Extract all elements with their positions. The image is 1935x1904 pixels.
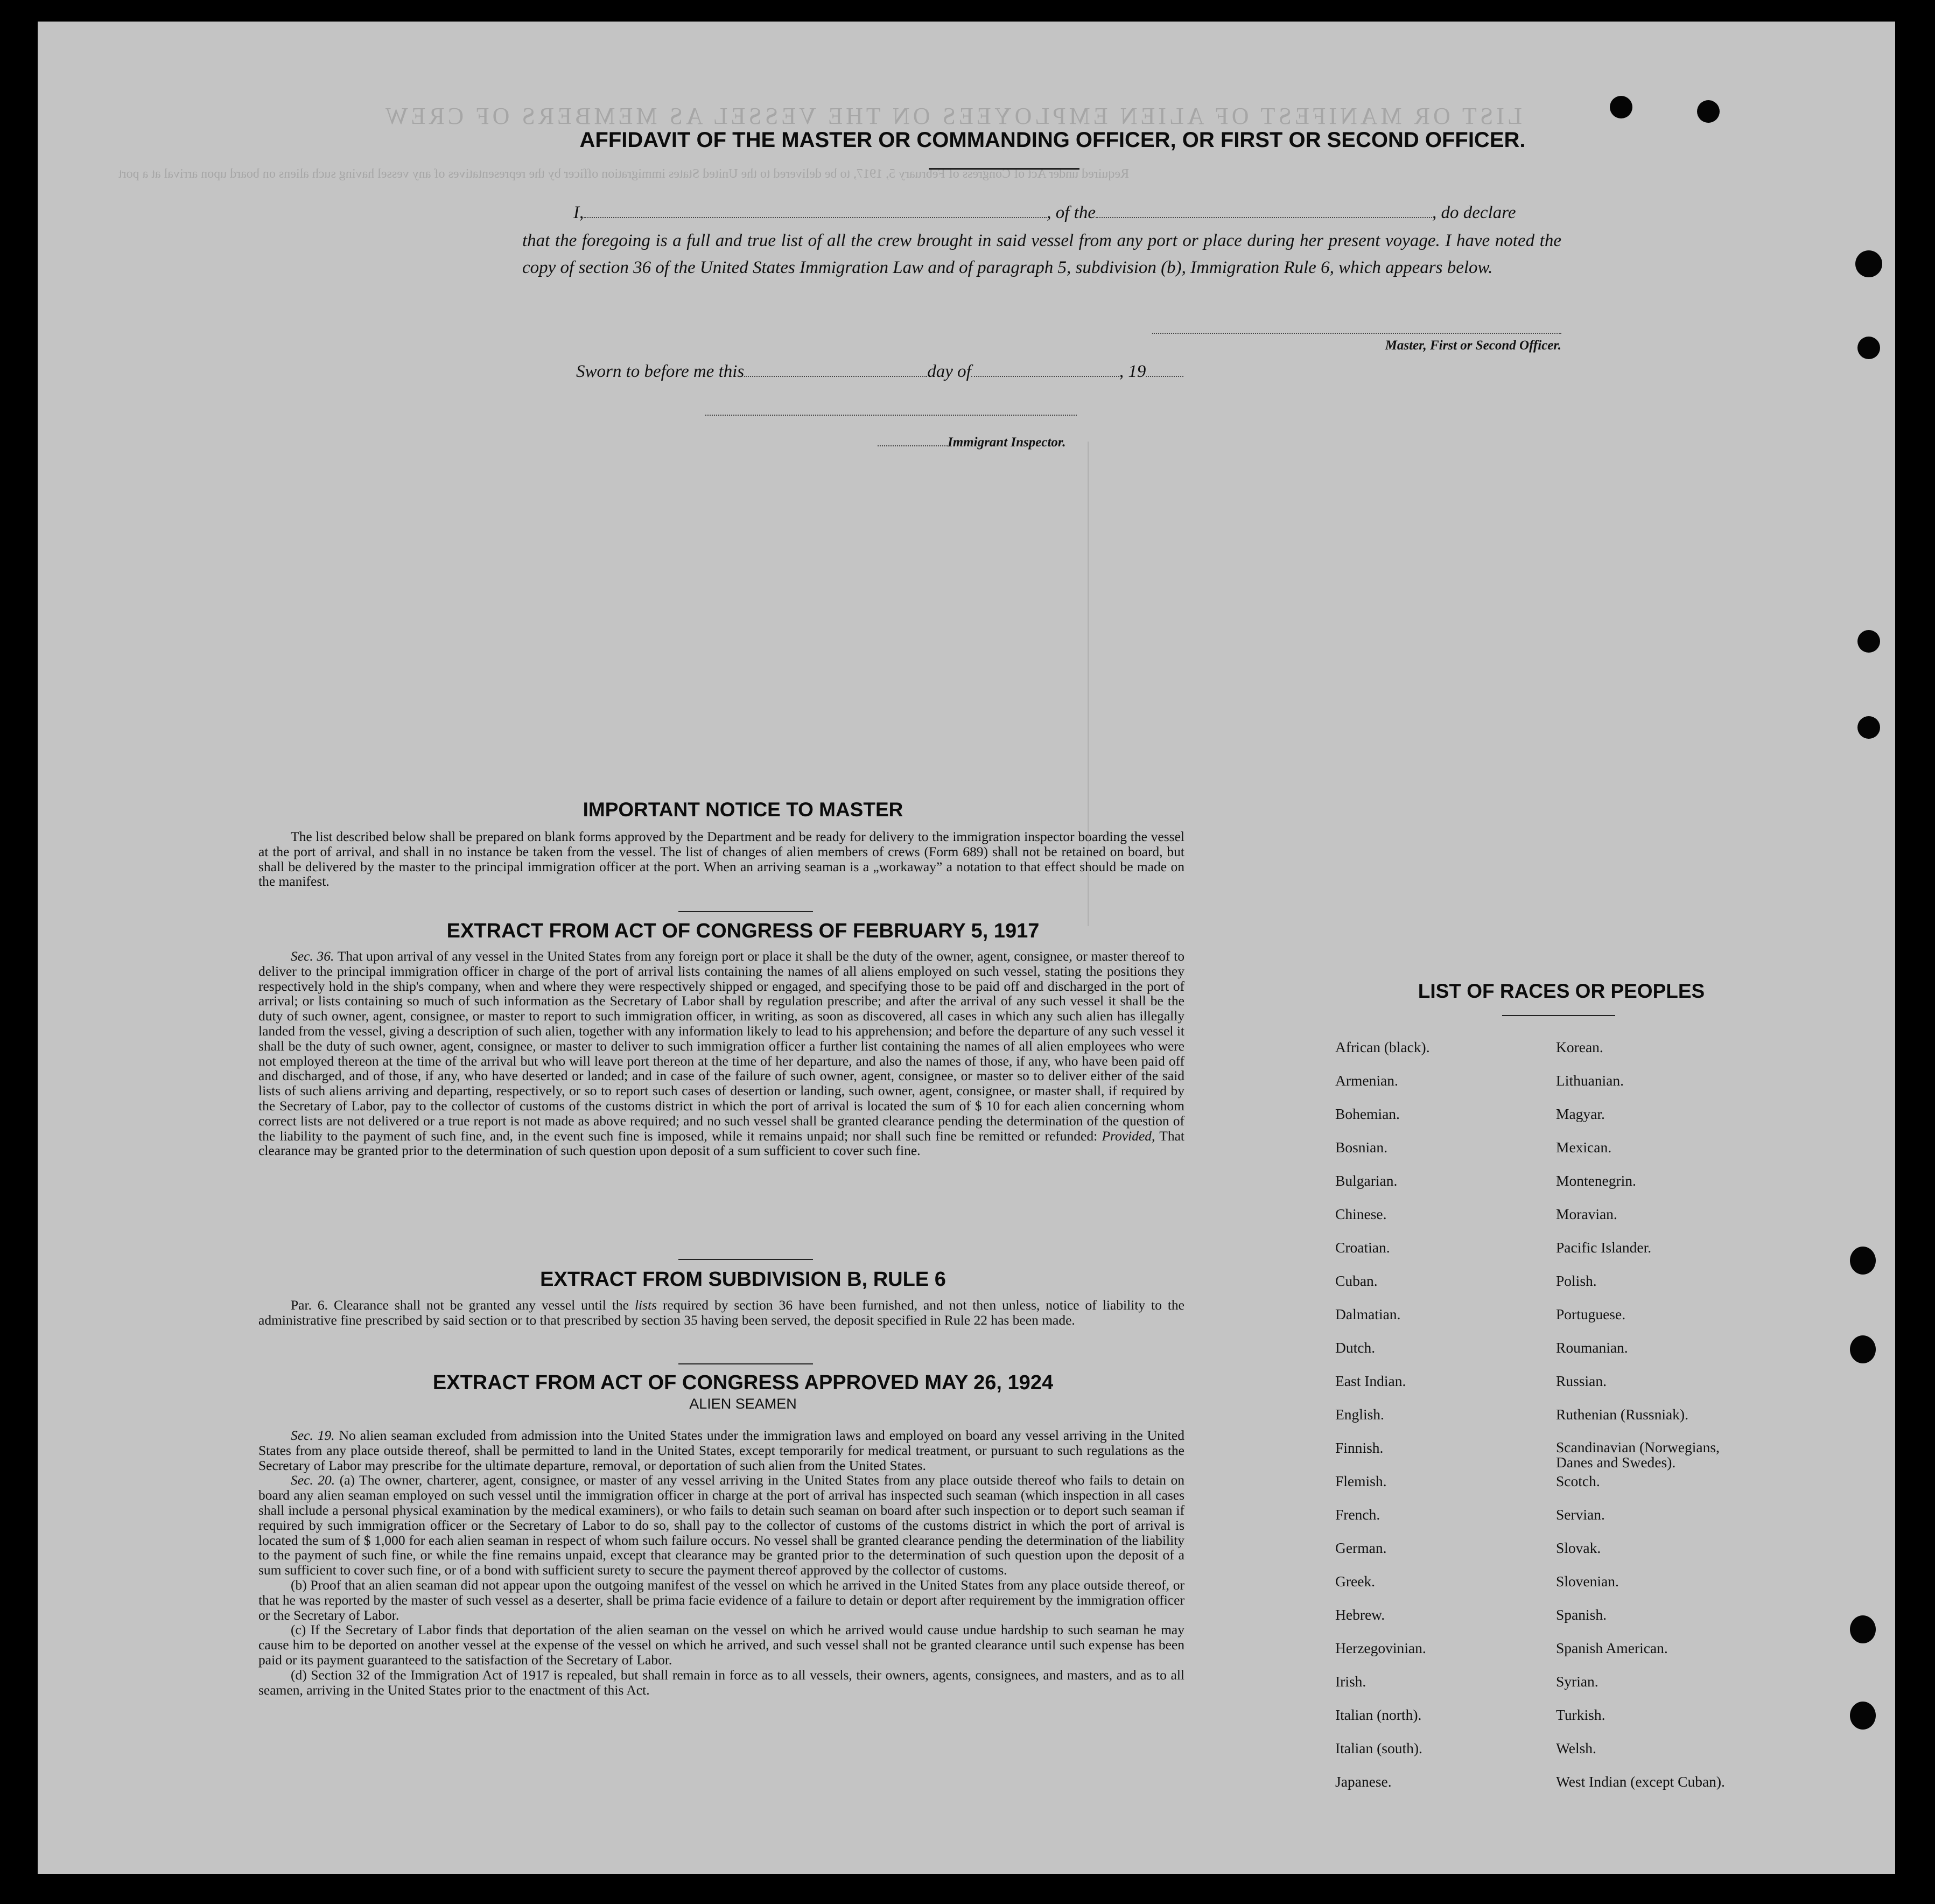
race-item-left: Japanese. [1335, 1773, 1392, 1790]
document-page [38, 22, 1895, 1874]
extract-1917-title: EXTRACT FROM ACT OF CONGRESS OF FEBRUARY 5, 1917 [446, 920, 1040, 942]
race-item-left: Cuban. [1335, 1272, 1378, 1289]
extract-1917-paragraph [258, 949, 1184, 1158]
races-title: LIST OF RACES OR PEOPLES [1418, 980, 1705, 1002]
punch-hole [1857, 630, 1880, 653]
extract-rule6-lists-label: lists [634, 1297, 657, 1313]
notice-title: IMPORTANT NOTICE TO MASTER [583, 799, 903, 821]
extract-rule6-title: EXTRACT FROM SUBDIVISION B, RULE 6 [540, 1268, 946, 1291]
extract-1917-provided-label: Provided, [1102, 1128, 1155, 1144]
extract-1924-sec20-text: (a) The owner, charterer, agent, consignee, or master of any vessel arriving in the United States from any place outside thereof who fails to detain on board any alien seaman employed on such vessel until the immigration officer in charge at the port of arrival has inspected such seaman (which inspection in all cases shall include a personal physical examination by the medical examiners), or who fails to detain such seaman on board after such inspection or to deport such seaman if required by such immigration officer or the Secretary of Labor to do so, shall pay to the collector of customs of the customs district in which the port of arrival is located the sum of $ 1,000 for each alien seaman in respect of whom such failure occurs. No vessel shall be granted clearance pending the determination of the liability to the payment of such fine, or while the fine remains unpaid, except that clearance may be granted prior to the determination of such question upon the deposit of a sum sufficient to cover such fine, or of a bond with sufficient surety to secure the payment thereof approved by the collector of customs. [258, 1472, 1185, 1578]
extract-1924-title: EXTRACT FROM ACT OF CONGRESS APPROVED MAY 26, 1924 [432, 1371, 1054, 1394]
race-item-left: Bosnian. [1335, 1139, 1388, 1156]
inspector-label: Immigrant Inspector. [948, 435, 1066, 450]
extract-1917-body [258, 949, 1184, 1158]
extract-1924-body [258, 1428, 1184, 1697]
punch-hole [1850, 1247, 1876, 1275]
race-item-left: African (black). [1335, 1039, 1430, 1055]
race-item-right: Scandinavian (Norwegians, Danes and Swedes). [1556, 1439, 1720, 1471]
race-item-left: French. [1335, 1506, 1380, 1523]
punch-hole [1850, 1702, 1876, 1730]
affidavit-of-the-label: , of the [1047, 203, 1096, 222]
extract-rule6-text-b: required by section 36 have been furnished, and not then unless, notice of liability to the administrative fine prescribed by said section or to that prescribed by section 35 having been served, the deposit specified in Rule 22 has been made. [258, 1297, 1184, 1328]
affidavit-vessel-field[interactable] [1096, 217, 1432, 218]
extract-1917-rule [678, 1259, 813, 1260]
punch-hole [1610, 96, 1632, 118]
race-item-right: Russian. [1556, 1373, 1607, 1389]
punch-hole [1857, 716, 1880, 739]
race-item-right: Welsh. [1556, 1740, 1596, 1756]
race-item-right: Pacific Islander. [1556, 1239, 1652, 1256]
race-item-left: Croatian. [1335, 1239, 1390, 1256]
inspector-signature-field[interactable] [705, 415, 1077, 416]
extract-1924-sec19-label: Sec. 19. [291, 1427, 335, 1443]
extract-rule6-paragraph [258, 1298, 1184, 1328]
signature-label: Master, First or Second Officer. [1385, 338, 1561, 353]
race-item-left: Italian (north). [1335, 1706, 1422, 1723]
race-item-left: Greek. [1335, 1573, 1376, 1590]
sworn-day-field[interactable] [744, 376, 927, 377]
race-item-left: Flemish. [1335, 1473, 1387, 1489]
race-item-left: East Indian. [1335, 1373, 1406, 1389]
affidavit-name-field[interactable] [584, 217, 1047, 218]
sworn-year-label: , 19 [1119, 362, 1146, 381]
inspector-name-field[interactable] [878, 445, 948, 446]
race-item-right: Polish. [1556, 1272, 1597, 1289]
punch-hole [1850, 1335, 1876, 1363]
extract-1917-text-a: That upon arrival of any vessel in the United States from any foreign port or place it shall be the duty of the owner, agent, consignee, or master thereof to deliver to the principal immigration officer in charge of the port of arrival lists containing the names of all aliens employed on such vessel, stating the positions they respectively hold in the ship's company, when and where they were respectively shipped or engaged, and specifying those to be paid off and discharged in the port of arrival; or lists containing so much of such information as the Secretary of Labor shall by regulation prescribe; and after the arrival of any such vessel it shall be the duty of such owner, agent, consignee, or master to report to such immigration officer, in writing, as soon as discovered, all cases in which any such alien has illegally landed from the vessel, giving a description of such alien, together with any information likely to lead to his apprehension; and before the departure of any such vessel it shall be the duty of such owner, agent, consignee, or master to deliver to such immigration officer a further list containing the names of all alien employees who were not employed thereon at the time of the arrival but who will leave port thereon at the time of her departure, and also the names of those, if any, who have been paid off and discharged, and of those, if any, who have deserted or landed; and in case of the failure of such owner, agent, consignee, or master so to deliver either of the said lists of such aliens arriving and departing, respectively, or so to report such cases of desertion or landing, such owner, agent, consignee, or master shall, if required by the Secretary of Labor, pay to the collector of customs of the customs district in which the port of arrival is located the sum of $ 10 for each alien concerning whom correct lists are not delivered or a true report is not made as above required; and no such vessel shall be granted clearance pending the determination of the question of the liability to the payment of such fine, and, in the event such fine is imposed, while it remains unpaid; nor shall such fine be remitted or refunded: [258, 948, 1185, 1144]
notice-body [258, 829, 1184, 889]
punch-hole [1850, 1615, 1876, 1643]
affidavit-i-label: I, [573, 203, 584, 222]
race-item-right: West Indian (except Cuban). [1556, 1773, 1725, 1790]
sworn-year-field[interactable] [1146, 376, 1183, 377]
race-item-right: Scotch. [1556, 1473, 1600, 1489]
affidavit-title-rule [929, 168, 1079, 170]
race-item-left: Finnish. [1335, 1439, 1384, 1456]
punch-hole [1857, 337, 1880, 359]
sworn-line [522, 358, 1561, 385]
race-item-right: Syrian. [1556, 1673, 1599, 1690]
race-item-right: Roumanian. [1556, 1339, 1628, 1356]
race-item-left: Herzegovinian. [1335, 1640, 1426, 1656]
extract-1924-para-d: (d) Section 32 of the Immigration Act of 1917 is repealed, but shall remain in force as to all vessels, their owners, agents, consignees, and masters, and as to all seamen, arriving in the United States prior to the enactment of this Act. [258, 1667, 1184, 1698]
affidavit-statement: that the foregoing is a full and true list of all the crew brought in said vessel from any port or place during her present voyage. I have noted the copy of section 36 of the United States Immigration Law and of paragraph 5, subdivision (b), Immigration Rule 6, which appears below. [522, 231, 1561, 277]
race-item-left: Dutch. [1335, 1339, 1376, 1356]
extract-rule6-body [258, 1298, 1184, 1328]
affidavit-do-declare-label: , do declare [1432, 203, 1516, 222]
race-item-right: Turkish. [1556, 1706, 1606, 1723]
extract-1924-para-b: (b) Proof that an alien seaman did not appear upon the outgoing manifest of the vessel on which he arrived in the United States from any place outside thereof, or that he was reported by the master of such vessel as a deserter, shall be prima facie evidence of a failure to detain or deport after requirement by the immigration officer or the Secretary of Labor. [258, 1577, 1184, 1623]
race-item-right: Magyar. [1556, 1105, 1605, 1122]
race-item-left: Dalmatian. [1335, 1306, 1401, 1322]
extract-rule6-rule [678, 1363, 813, 1364]
bleed-through-heading: LIST OR MANIFEST OF ALIEN EMPLOYEES ON THE VESSEL AS MEMBERS OF CREW [382, 103, 1522, 129]
race-item-right: Spanish American. [1556, 1640, 1668, 1656]
race-item-left: Armenian. [1335, 1072, 1398, 1089]
race-item-right: Korean. [1556, 1039, 1603, 1055]
notice-text: The list described below shall be prepared on blank forms approved by the Department and be ready for delivery to the immigration inspector boarding the vessel at the port of arrival, and shall in no instance be taken from the vessel. The list of changes of alien members of crews (Form 689) shall not be retained on board, but shall be delivered by the master to the principal immigration officer at the port. When an arriving seaman is a „workaway” a notation to that effect should be made on the manifest. [258, 829, 1184, 890]
extract-1917-sec-label: Sec. 36. [291, 948, 334, 964]
extract-1924-subtitle: ALIEN SEAMEN [689, 1396, 797, 1412]
sworn-month-field[interactable] [971, 376, 1119, 377]
race-item-right: Slovak. [1556, 1539, 1601, 1556]
extract-1924-sec19 [258, 1428, 1184, 1473]
race-item-left: Irish. [1335, 1673, 1366, 1690]
extract-1924-sec20 [258, 1473, 1184, 1578]
race-item-left: Bulgarian. [1335, 1172, 1398, 1189]
signature-field[interactable] [1152, 333, 1561, 334]
sworn-prefix: Sworn to before me this [576, 362, 745, 381]
extract-rule6-text-a: Par. 6. Clearance shall not be granted any vessel until the [291, 1297, 629, 1313]
sworn-day-of-label: day of [927, 362, 971, 381]
race-item-right: Mexican. [1556, 1139, 1612, 1156]
race-item-left: Bohemian. [1335, 1105, 1400, 1122]
race-item-left: Italian (south). [1335, 1740, 1422, 1756]
extract-1924-sec19-text: No alien seaman excluded from admission into the United States under the immigration laws and employed on board any vessel arriving in the United States from any place outside thereof, shall be permitted to land in the United States, except temporarily for medical treatment, or pursuant to such regulations as the Secretary of Labor may prescribe for the ultimate departure, removal, or deportation of such alien from the United States. [258, 1427, 1185, 1473]
race-item-right: Spanish. [1556, 1606, 1607, 1623]
extract-1924-para-c: (c) If the Secretary of Labor finds that deportation of the alien seaman on the vessel on which he arrived would cause undue hardship to such seaman he may cause him to be deported on another vessel at the expense of the vessel on which he arrived, and such vessel shall not be granted clearance until such expense has been paid or its payment guaranteed to the satisfaction of the Secretary of Labor. [258, 1622, 1184, 1668]
affidavit-declaration-line [522, 199, 1561, 226]
race-item-right: Lithuanian. [1556, 1072, 1624, 1089]
affidavit-title: AFFIDAVIT OF THE MASTER OR COMMANDING OFFICER, OR FIRST OR SECOND OFFICER. [579, 128, 1526, 152]
extract-1924-sec20-label: Sec. 20. [291, 1472, 335, 1488]
race-item-right: Montenegrin. [1556, 1172, 1636, 1189]
punch-hole [1697, 100, 1720, 123]
races-title-rule [1502, 1015, 1615, 1016]
race-item-left: Chinese. [1335, 1206, 1387, 1222]
extract-1917-text-b: That clearance may be granted prior to the determination of such question upon deposit of a sum sufficient to cover such fine. [258, 1128, 1184, 1159]
race-item-left: German. [1335, 1539, 1387, 1556]
race-item-right: Ruthenian (Russniak). [1556, 1406, 1688, 1423]
race-item-left: English. [1335, 1406, 1384, 1423]
race-item-right: Slovenian. [1556, 1573, 1619, 1590]
race-item-right: Moravian. [1556, 1206, 1617, 1222]
punch-hole [1855, 250, 1882, 277]
race-item-right: Portuguese. [1556, 1306, 1626, 1322]
race-item-left: Hebrew. [1335, 1606, 1385, 1623]
notice-rule [678, 911, 813, 912]
inspector-line [878, 435, 1077, 450]
bleed-through-subheading: Required under Act of Congress of February 5, 1917, to be delivered to the United States immigration officer by the representatives of any vessel having such aliens on board upon arrival at a port [118, 167, 1130, 181]
bleed-through-table [1088, 442, 1735, 926]
race-item-right: Servian. [1556, 1506, 1605, 1523]
